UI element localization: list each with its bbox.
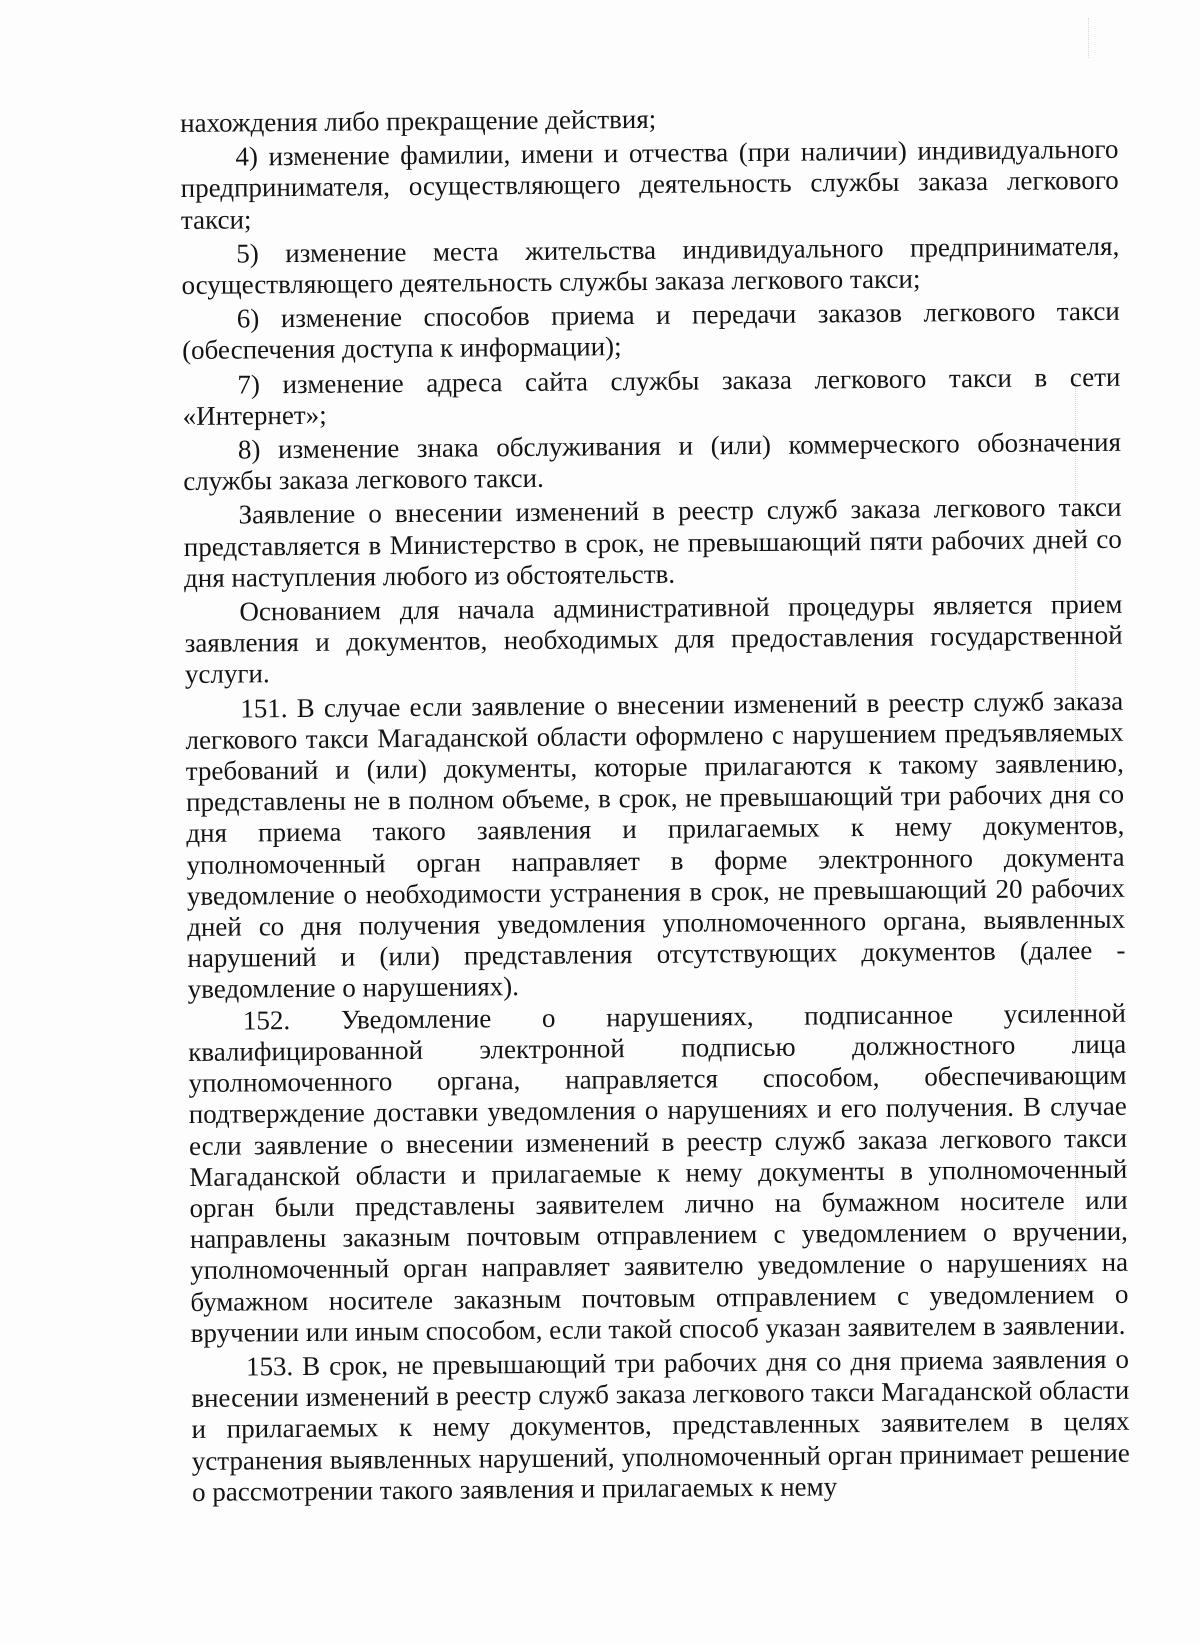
scan-artifact-line-top	[1088, 18, 1089, 58]
list-item-4: 4) изменение фамилии, имени и отчества (при наличии) индивидуального предпринимателя, осуществляющего деятельность службы заказа легкового такси;	[180, 134, 1119, 235]
clause-153: 153. В срок, не превышающий три рабочих дня со дня приема заявления о внесении изменений в реестр служб заказа легкового такси Магаданской области и прилагаемых к нему документов, представленных заявителем в целях устранения выявленных нарушений, уполномоченный орган принимает решение о рассмотрении такого заявления и прилагаемых к нему	[191, 1343, 1130, 1507]
list-item-6: 6) изменение способов приема и передачи заказов легкового такси (обеспечения доступа к информации);	[181, 296, 1120, 366]
paragraph-procedure-basis: Основанием для начала административной процедуры является прием заявления и документов, необходимых для предоставления государственной услуги.	[184, 588, 1123, 690]
paragraph-application-deadline: Заявление о внесении изменений в реестр служб заказа легкового такси представляется в Министерство в срок, не превышающий пяти рабочих дней со дня наступления любого из обстоятельств.	[183, 492, 1122, 593]
clause-152: 152. Уведомление о нарушениях, подписанное усиленной квалифицированной электронной подписью должностного лица уполномоченного органа, направляется способом, обеспечивающим подтверждение доставки уведомления о нарушениях и его получения. В случае если заявление о внесении изменений в реестр служб заказа легкового такси Магаданской области и прилагаемые к нему документы в уполномоченный орган были представлены заявителем лично на бумажном носителе или направлены заказным почтовым отправлением с уведомлением о вручении, уполномоченный орган направляет заявителю уведомление о нарушениях на бумажном носителе заказным почтовым отправлением с уведомлением о вручении или иным способом, если такой способ указан заявителем в заявлении.	[188, 997, 1129, 1348]
list-item-5: 5) изменение места жительства индивидуального предпринимателя, осуществляющего деятельность службы заказа легкового такси;	[181, 230, 1120, 301]
paragraph-continuation: нахождения либо прекращение действия;	[180, 103, 657, 138]
clause-151: 151. В случае если заявление о внесении изменений в реестр служб заказа легкового такси Магаданской области оформлено с нарушением предъявляемых требований и (или) документы, которые прилагаются к такому заявлению, представлены не в полном объеме, в срок, не превышающий три рабочих дня со дня приема такого заявления и прилагаемых к нему документов, уполномоченный орган направляет в форме электронного документа уведомление о необходимости устранения в срок, не превышающий 20 рабочих дней со дня получения уведомления уполномоченного органа, выявленных нарушений и (или) представления отсутствующих документов (далее - уведомление о нарушениях).	[185, 685, 1126, 1005]
list-item-8: 8) изменение знака обслуживания и (или) коммерческого обозначения службы заказа легкового такси.	[183, 426, 1122, 497]
document-body	[180, 100, 1130, 1508]
list-item-7: 7) изменение адреса сайта службы заказа легкового такси в сети «Интернет»;	[182, 361, 1121, 431]
